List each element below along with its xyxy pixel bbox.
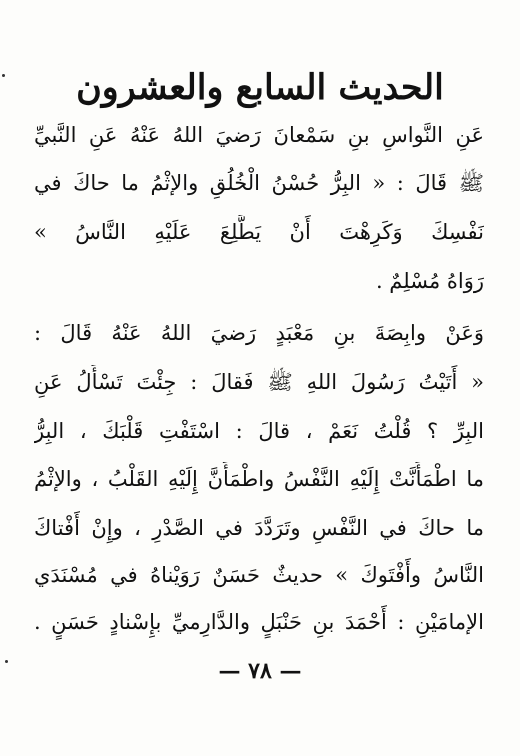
text-line-11: الإمامَيْنِ : أَحْمَدَ بنِ حَنْبَلٍ والدَّارِميِّ بإِسْنادٍ حَسَنٍ .	[34, 610, 484, 634]
text-line-1: عَنِ النَّواسِ بنِ سَمْعانَ رَضيَ اللهُ عَنْهُ عَنِ النَّبيِّ	[34, 123, 484, 147]
text-line-4: رَوَاهُ مُسْلِمٌ .	[375, 269, 484, 293]
text-line-10: النَّاسُ وأَفْتَوكَ » حديثٌ حَسَنٌ رَوَيْناهُ في مُسْنَدَي	[34, 563, 484, 587]
text-line-3: نَفْسِكَ وَكَرِهْتَ أَنْ يَطَّلِعَ عَلَيْهِ النَّاسُ »	[34, 220, 484, 244]
hadith-title: الحديث السابع والعشرون	[76, 67, 444, 108]
text-line-8: ما اطْمَأَنَّتْ إِلَيْهِ النَّفْسُ واطْمَأَنَّ إِلَيْهِ القَلْبُ ، والإثْمُ	[34, 467, 484, 491]
text-line-5: وَعَنْ وابِصَةَ بنِ مَعْبَدٍ رَضيَ اللهُ عَنْهُ قَالَ :	[34, 321, 484, 345]
scan-speck	[2, 74, 5, 77]
page-number: — ٧٨ —	[218, 658, 302, 684]
text-line-6: « أَتَيْتُ رَسُولَ اللهِ ﷺ فَقالَ : جِئْتَ تَسْأَلُ عَنِ	[34, 370, 484, 394]
text-line-9: ما حاكَ في النَّفْسِ وتَرَدَّدَ في الصَّدْرِ ، وإِنْ أَفْتاكَ	[34, 516, 484, 540]
text-line-2: ﷺ قَالَ : « البِرُّ حُسْنُ الْخُلُقِ والإثْمُ ما حاكَ في	[34, 171, 484, 195]
text-line-7: البِرِّ ؟ قُلْتُ نَعَمْ ، قالَ : اسْتَفْتِ قَلْبَكَ ، البِرُّ	[34, 419, 484, 443]
